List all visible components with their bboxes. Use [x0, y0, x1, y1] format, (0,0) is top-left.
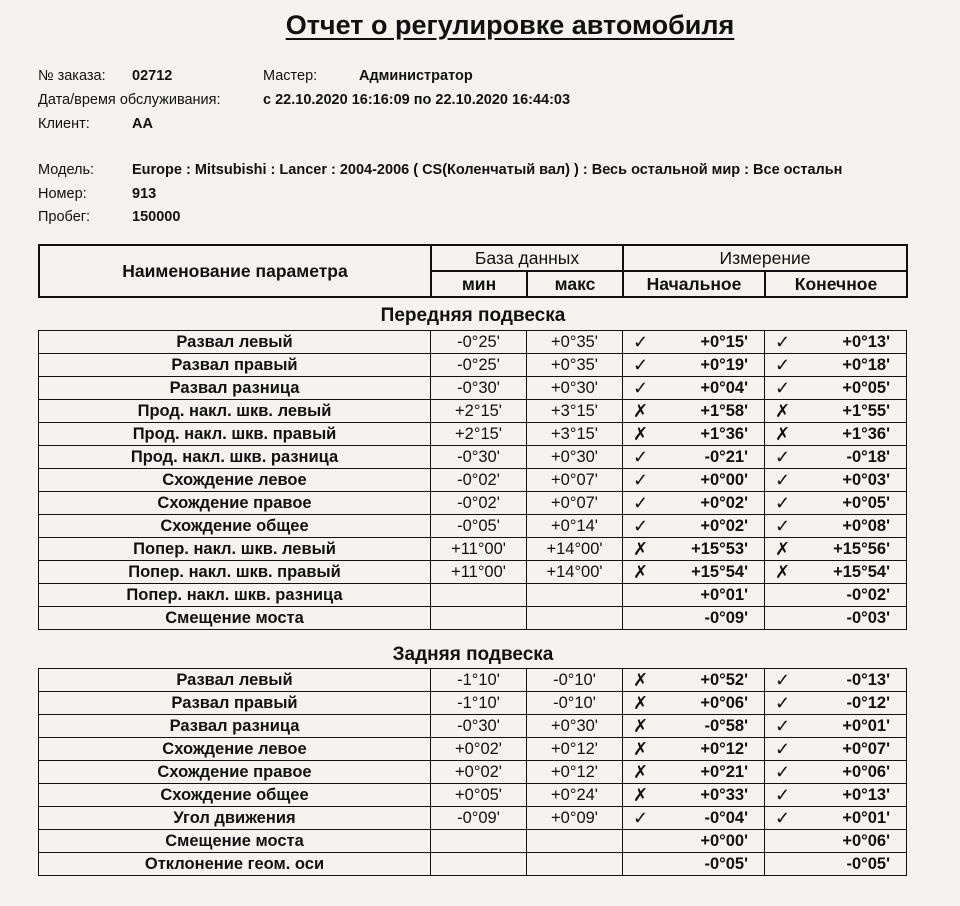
final-status-icon: ✗: [765, 561, 799, 584]
max-value-cell: [527, 853, 623, 876]
mileage-value: 150000: [132, 209, 181, 225]
final-value-cell: +0°01': [799, 715, 907, 738]
max-value-cell: [527, 607, 623, 630]
initial-value-cell: -0°04': [657, 807, 765, 830]
service-datetime-label: Дата/время обслуживания:: [38, 92, 221, 108]
final-value-cell: -0°03': [799, 607, 907, 630]
initial-value-cell: +0°02': [657, 492, 765, 515]
table-row: [39, 492, 907, 515]
min-value-cell: -0°25': [431, 331, 527, 354]
final-value-cell: +0°06': [799, 830, 907, 853]
final-status-icon: ✓: [765, 331, 799, 354]
initial-value-cell: +0°04': [657, 377, 765, 400]
final-status-icon: ✓: [765, 469, 799, 492]
final-value-cell: +0°05': [799, 492, 907, 515]
initial-status-icon: [623, 830, 657, 853]
min-value-cell: +2°15': [431, 423, 527, 446]
table-row: [39, 607, 907, 630]
number-value: 913: [132, 186, 157, 202]
initial-value-cell: +0°06': [657, 692, 765, 715]
initial-value-cell: +0°12': [657, 738, 765, 761]
order-number-label: № заказа:: [38, 68, 106, 84]
param-name-cell: Попер. накл. шкв. левый: [39, 538, 431, 561]
final-value-cell: -0°05': [799, 853, 907, 876]
table-row: [39, 331, 907, 354]
param-name-cell: Схождение общее: [39, 784, 431, 807]
master-label: Мастер:: [263, 68, 318, 84]
final-value-cell: +0°01': [799, 807, 907, 830]
initial-status-icon: ✓: [623, 492, 657, 515]
initial-value-cell: +0°00': [657, 830, 765, 853]
model-label: Модель:: [38, 162, 95, 178]
final-value-cell: +0°06': [799, 761, 907, 784]
final-header: Конечное: [765, 271, 907, 297]
param-name-cell: Схождение общее: [39, 515, 431, 538]
table-row: [39, 377, 907, 400]
max-value-cell: +0°12': [527, 738, 623, 761]
param-name-header: Наименование параметра: [39, 245, 431, 297]
initial-value-cell: +0°19': [657, 354, 765, 377]
model-row: [38, 162, 950, 178]
table-row: [39, 538, 907, 561]
service-datetime-row: [38, 92, 570, 108]
table-row: [39, 423, 907, 446]
table-row: [39, 830, 907, 853]
final-value-cell: -0°18': [799, 446, 907, 469]
initial-value-cell: +1°58': [657, 400, 765, 423]
final-status-icon: ✓: [765, 784, 799, 807]
min-value-cell: [431, 853, 527, 876]
final-status-icon: ✓: [765, 354, 799, 377]
initial-status-icon: ✗: [623, 400, 657, 423]
rear-suspension-title: Задняя подвеска: [392, 644, 554, 665]
initial-status-icon: ✗: [623, 669, 657, 692]
param-name-cell: Развал правый: [39, 692, 431, 715]
initial-value-cell: +0°00': [657, 469, 765, 492]
max-value-cell: +0°35': [527, 331, 623, 354]
initial-status-icon: ✗: [623, 692, 657, 715]
final-value-cell: +0°07': [799, 738, 907, 761]
final-status-icon: ✓: [765, 761, 799, 784]
min-value-cell: -0°25': [431, 354, 527, 377]
min-value-cell: -1°10': [431, 669, 527, 692]
initial-status-icon: ✗: [623, 538, 657, 561]
max-header: макс: [527, 271, 623, 297]
max-value-cell: +14°00': [527, 561, 623, 584]
final-status-icon: ✓: [765, 515, 799, 538]
initial-status-icon: ✗: [623, 715, 657, 738]
initial-status-icon: ✓: [623, 377, 657, 400]
param-name-cell: Попер. накл. шкв. разница: [39, 584, 431, 607]
max-value-cell: +0°14': [527, 515, 623, 538]
rear-suspension-table: [38, 668, 907, 876]
final-status-icon: ✗: [765, 400, 799, 423]
initial-value-cell: +15°53': [657, 538, 765, 561]
final-value-cell: +15°56': [799, 538, 907, 561]
mileage-row: [38, 209, 180, 225]
initial-status-icon: [623, 607, 657, 630]
table-row: [39, 715, 907, 738]
param-name-cell: Схождение правое: [39, 492, 431, 515]
number-label: Номер:: [38, 186, 87, 202]
order-number-value: 02712: [132, 68, 173, 84]
min-value-cell: -0°30': [431, 715, 527, 738]
initial-value-cell: +0°21': [657, 761, 765, 784]
database-header: База данных: [431, 245, 623, 271]
final-status-icon: ✗: [765, 538, 799, 561]
param-name-cell: Прод. накл. шкв. правый: [39, 423, 431, 446]
initial-status-icon: ✗: [623, 761, 657, 784]
max-value-cell: +0°07': [527, 469, 623, 492]
max-value-cell: +0°07': [527, 492, 623, 515]
service-datetime-value: с 22.10.2020 16:16:09 по 22.10.2020 16:44:03: [263, 92, 571, 108]
mileage-label: Пробег:: [38, 209, 91, 225]
param-name-cell: Попер. накл. шкв. правый: [39, 561, 431, 584]
min-value-cell: -0°02': [431, 469, 527, 492]
max-value-cell: [527, 584, 623, 607]
final-value-cell: -0°13': [799, 669, 907, 692]
table-row: [39, 784, 907, 807]
max-value-cell: +0°09': [527, 807, 623, 830]
table-row: [39, 400, 907, 423]
table-row: [39, 853, 907, 876]
initial-value-cell: -0°05': [657, 853, 765, 876]
param-name-cell: Схождение правое: [39, 761, 431, 784]
min-value-cell: +0°02': [431, 738, 527, 761]
initial-status-icon: ✗: [623, 561, 657, 584]
table-row: [39, 446, 907, 469]
final-status-icon: ✓: [765, 377, 799, 400]
initial-value-cell: -0°21': [657, 446, 765, 469]
final-value-cell: +0°18': [799, 354, 907, 377]
min-value-cell: -0°30': [431, 446, 527, 469]
final-status-icon: ✓: [765, 446, 799, 469]
client-value: АА: [132, 116, 153, 132]
front-suspension-title: Передняя подвеска: [380, 305, 566, 326]
min-value-cell: -0°05': [431, 515, 527, 538]
param-name-cell: Развал разница: [39, 715, 431, 738]
initial-status-icon: ✓: [623, 354, 657, 377]
min-value-cell: [431, 584, 527, 607]
initial-status-icon: ✓: [623, 446, 657, 469]
min-value-cell: [431, 830, 527, 853]
initial-status-icon: ✓: [623, 469, 657, 492]
front-suspension-table: [38, 330, 907, 630]
param-name-cell: Развал левый: [39, 669, 431, 692]
initial-status-icon: ✗: [623, 423, 657, 446]
param-name-cell: Схождение левое: [39, 469, 431, 492]
table-row: [39, 738, 907, 761]
order-number-row: [38, 68, 172, 84]
final-status-icon: ✓: [765, 738, 799, 761]
max-value-cell: +0°12': [527, 761, 623, 784]
initial-status-icon: ✓: [623, 515, 657, 538]
max-value-cell: -0°10': [527, 692, 623, 715]
initial-value-cell: +1°36': [657, 423, 765, 446]
param-name-cell: Отклонение геом. оси: [39, 853, 431, 876]
min-value-cell: +0°05': [431, 784, 527, 807]
final-status-icon: ✗: [765, 423, 799, 446]
param-name-cell: Развал правый: [39, 354, 431, 377]
max-value-cell: +0°24': [527, 784, 623, 807]
final-value-cell: +1°36': [799, 423, 907, 446]
table-header: [38, 244, 908, 298]
initial-value-cell: +0°02': [657, 515, 765, 538]
min-value-cell: -0°30': [431, 377, 527, 400]
max-value-cell: [527, 830, 623, 853]
table-row: [39, 692, 907, 715]
final-status-icon: ✓: [765, 669, 799, 692]
min-header: мин: [431, 271, 527, 297]
final-status-icon: ✓: [765, 692, 799, 715]
final-status-icon: ✓: [765, 492, 799, 515]
table-row: [39, 469, 907, 492]
initial-status-icon: ✓: [623, 331, 657, 354]
measurement-header: Измерение: [623, 245, 907, 271]
param-name-cell: Развал левый: [39, 331, 431, 354]
final-value-cell: +15°54': [799, 561, 907, 584]
min-value-cell: -0°02': [431, 492, 527, 515]
master-value: Администратор: [359, 68, 473, 84]
initial-value-cell: +0°33': [657, 784, 765, 807]
initial-status-icon: ✗: [623, 784, 657, 807]
table-row: [39, 669, 907, 692]
initial-value-cell: +0°52': [657, 669, 765, 692]
final-status-icon: [765, 830, 799, 853]
max-value-cell: -0°10': [527, 669, 623, 692]
max-value-cell: +0°30': [527, 446, 623, 469]
final-value-cell: +0°03': [799, 469, 907, 492]
final-status-icon: ✓: [765, 807, 799, 830]
min-value-cell: -0°09': [431, 807, 527, 830]
min-value-cell: +11°00': [431, 538, 527, 561]
initial-value-cell: -0°58': [657, 715, 765, 738]
table-row: [39, 561, 907, 584]
final-value-cell: -0°12': [799, 692, 907, 715]
initial-value-cell: +0°01': [657, 584, 765, 607]
min-value-cell: +2°15': [431, 400, 527, 423]
final-value-cell: +0°05': [799, 377, 907, 400]
min-value-cell: [431, 607, 527, 630]
initial-header: Начальное: [623, 271, 765, 297]
master-row: [263, 68, 473, 84]
min-value-cell: -1°10': [431, 692, 527, 715]
final-status-icon: [765, 584, 799, 607]
client-row: [38, 116, 153, 132]
max-value-cell: +0°30': [527, 715, 623, 738]
initial-status-icon: ✓: [623, 807, 657, 830]
final-status-icon: ✓: [765, 715, 799, 738]
initial-value-cell: +15°54': [657, 561, 765, 584]
max-value-cell: +14°00': [527, 538, 623, 561]
param-name-cell: Угол движения: [39, 807, 431, 830]
table-row: [39, 761, 907, 784]
initial-status-icon: ✗: [623, 738, 657, 761]
initial-status-icon: [623, 584, 657, 607]
param-name-cell: Развал разница: [39, 377, 431, 400]
max-value-cell: +0°35': [527, 354, 623, 377]
final-status-icon: [765, 853, 799, 876]
max-value-cell: +3°15': [527, 400, 623, 423]
final-value-cell: +1°55': [799, 400, 907, 423]
final-value-cell: +0°08': [799, 515, 907, 538]
table-row: [39, 584, 907, 607]
table-row: [39, 354, 907, 377]
final-value-cell: +0°13': [799, 784, 907, 807]
final-status-icon: [765, 607, 799, 630]
client-label: Клиент:: [38, 116, 90, 132]
param-name-cell: Смещение моста: [39, 830, 431, 853]
param-name-cell: Прод. накл. шкв. левый: [39, 400, 431, 423]
initial-value-cell: +0°15': [657, 331, 765, 354]
report-title: Отчет о регулировке автомобиля: [285, 10, 735, 40]
min-value-cell: +11°00': [431, 561, 527, 584]
final-value-cell: +0°13': [799, 331, 907, 354]
number-row: [38, 186, 156, 202]
table-row: [39, 807, 907, 830]
param-name-cell: Прод. накл. шкв. разница: [39, 446, 431, 469]
min-value-cell: +0°02': [431, 761, 527, 784]
initial-status-icon: [623, 853, 657, 876]
max-value-cell: +0°30': [527, 377, 623, 400]
param-name-cell: Смещение моста: [39, 607, 431, 630]
model-value: Europe : Mitsubishi : Lancer : 2004-2006 ( CS(Коленчатый вал) ) : Весь остальной мир : Все остальн: [132, 162, 843, 178]
final-value-cell: -0°02': [799, 584, 907, 607]
table-row: [39, 515, 907, 538]
param-name-cell: Схождение левое: [39, 738, 431, 761]
max-value-cell: +3°15': [527, 423, 623, 446]
initial-value-cell: -0°09': [657, 607, 765, 630]
